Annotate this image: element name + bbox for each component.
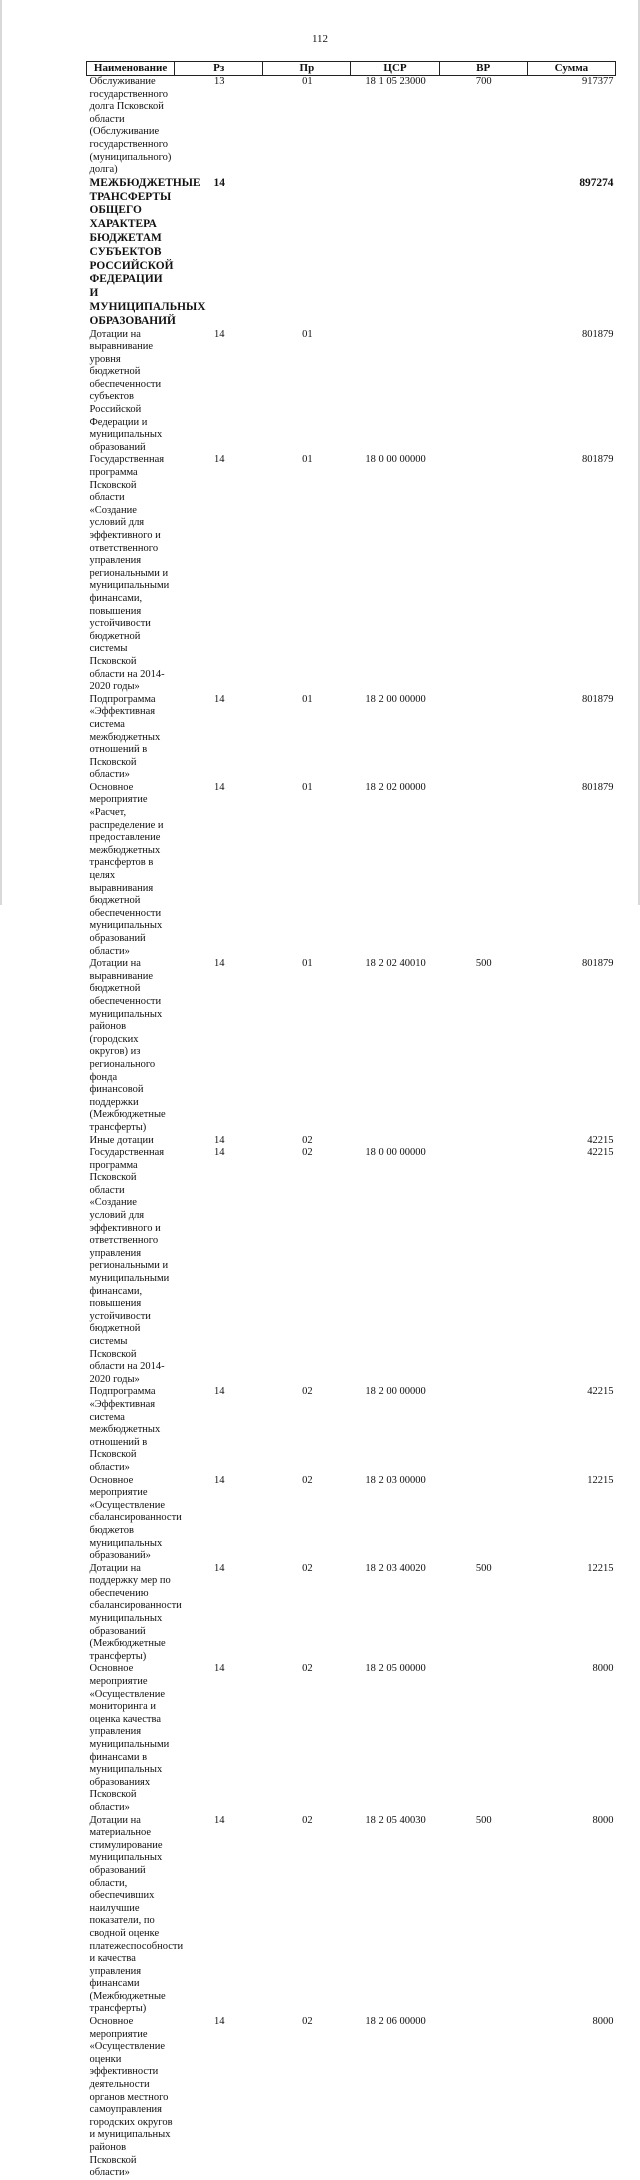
cell-csr: 18 2 03 40020 bbox=[365, 1562, 426, 1574]
cell-rz: 14 bbox=[213, 1386, 225, 1398]
cell-pr: 01 bbox=[302, 781, 313, 793]
header-csr: ЦСР bbox=[351, 62, 439, 76]
table-row bbox=[87, 782, 616, 958]
cell-csr bbox=[351, 329, 439, 455]
cell-sum: 917377 bbox=[582, 76, 614, 87]
cell-sum: 801879 bbox=[582, 328, 614, 340]
cell-vr: 700 bbox=[475, 76, 492, 87]
cell-vr bbox=[439, 694, 527, 782]
cell-csr: 18 2 05 40030 bbox=[365, 1814, 426, 1826]
table-row bbox=[87, 2016, 616, 2180]
header-pr: Пр bbox=[263, 62, 351, 76]
cell-csr: 18 2 00 00000 bbox=[365, 693, 426, 705]
table-row bbox=[87, 1147, 616, 1386]
table-row bbox=[87, 1135, 616, 1148]
cell-csr: 18 2 02 40010 bbox=[365, 958, 426, 970]
cell-pr: 01 bbox=[302, 76, 313, 87]
cell-name: Государственная программа Псковской области «Создание условий для эффективного и ответственного управления региональными и муниципальными финансами, повышения устойчивости бюджетной системы Псковской области на 2014-2020 годы» bbox=[89, 1147, 170, 1385]
cell-sum: 12215 bbox=[587, 1562, 614, 1574]
table-row bbox=[87, 177, 616, 329]
cell-rz: 14 bbox=[213, 693, 225, 705]
cell-name: Основное мероприятие «Осуществление сбалансированности бюджетов муниципальных образований» bbox=[89, 1474, 182, 1562]
cell-name: Дотации на выравнивание бюджетной обеспеченности муниципальных районов (городских округов) из регионального фонда финансовой поддержки (Межбюджетные трансферты) bbox=[89, 958, 166, 1133]
page-number: 112 bbox=[311, 33, 329, 45]
cell-name: Дотации на материальное стимулирование муниципальных образований области, обеспечивших наилучшие показатели, по сводной оценке платежеспособности и качества управления финансами (Межбюджетные трансферты) bbox=[89, 1814, 184, 2015]
table-row bbox=[87, 958, 616, 1134]
header-name: Наименование bbox=[87, 62, 175, 76]
table-row bbox=[87, 76, 616, 177]
cell-csr: 18 2 03 00000 bbox=[365, 1474, 426, 1486]
cell-sum: 801879 bbox=[582, 958, 614, 970]
cell-pr: 02 bbox=[302, 1147, 313, 1159]
cell-pr: 02 bbox=[302, 1562, 313, 1574]
cell-name: Основное мероприятие «Осуществление оценки эффективности деятельности органов местного самоуправления городских округов и муниципальных районов Псковской области» bbox=[89, 2016, 173, 2179]
cell-pr: 02 bbox=[302, 1663, 313, 1675]
cell-rz: 14 bbox=[213, 1562, 225, 1574]
cell-rz: 14 bbox=[213, 176, 225, 189]
cell-rz: 14 bbox=[213, 454, 225, 466]
cell-vr: 500 bbox=[475, 958, 492, 970]
header-sum: Сумма bbox=[527, 62, 615, 76]
cell-vr bbox=[439, 1386, 527, 1474]
table-row bbox=[87, 1663, 616, 1814]
cell-name: Подпрограмма «Эффективная система межбюджетных отношений в Псковской области» bbox=[89, 693, 161, 781]
cell-sum: 801879 bbox=[582, 781, 614, 793]
cell-csr: 18 2 02 00000 bbox=[365, 781, 426, 793]
cell-csr bbox=[351, 177, 439, 329]
cell-vr bbox=[439, 454, 527, 693]
cell-sum: 801879 bbox=[582, 693, 614, 705]
cell-vr bbox=[439, 177, 527, 329]
table-header bbox=[87, 62, 616, 76]
table-row bbox=[87, 1563, 616, 1664]
cell-rz: 14 bbox=[213, 1134, 225, 1146]
cell-vr: 500 bbox=[475, 1562, 492, 1574]
cell-pr: 01 bbox=[302, 693, 313, 705]
cell-vr bbox=[439, 782, 527, 958]
table-row bbox=[87, 454, 616, 693]
cell-name: Основное мероприятие «Расчет, распределение и предоставление межбюджетных трансфертов в целях выравнивания бюджетной обеспеченности муниципальных образований области» bbox=[89, 781, 164, 957]
cell-sum: 42215 bbox=[587, 1386, 614, 1398]
cell-name: Подпрограмма «Эффективная система межбюджетных отношений в Псковской области» bbox=[89, 1386, 161, 1473]
cell-sum: 12215 bbox=[587, 1474, 614, 1486]
cell-rz: 14 bbox=[213, 328, 225, 340]
header-vr: ВР bbox=[439, 62, 527, 76]
cell-csr: 18 2 00 00000 bbox=[365, 1386, 426, 1398]
cell-sum: 42215 bbox=[587, 1134, 614, 1146]
cell-name: Дотации на выравнивание уровня бюджетной обеспеченности субъектов Российской Федерации и муниципальных образований bbox=[89, 328, 163, 453]
cell-vr bbox=[439, 1147, 527, 1386]
cell-name: Иные дотации bbox=[89, 1134, 154, 1146]
cell-rz: 14 bbox=[213, 781, 225, 793]
cell-name: МЕЖБЮДЖЕТНЫЕ ТРАНСФЕРТЫ ОБЩЕГО ХАРАКТЕРА БЮДЖЕТАМ СУБЪЕКТОВ РОССИЙСКОЙ ФЕДЕРАЦИИ И МУНИЦИПАЛЬНЫХ ОБРАЗОВАНИЙ bbox=[89, 176, 206, 327]
cell-sum: 8000 bbox=[592, 1663, 614, 1675]
cell-csr: 18 0 00 00000 bbox=[365, 1147, 426, 1159]
cell-sum: 801879 bbox=[582, 454, 614, 466]
cell-sum: 8000 bbox=[592, 2016, 614, 2028]
cell-pr: 02 bbox=[302, 1386, 313, 1398]
cell-pr: 02 bbox=[302, 2016, 313, 2028]
cell-csr: 18 0 00 00000 bbox=[365, 454, 426, 466]
cell-csr: 18 2 05 00000 bbox=[365, 1663, 426, 1675]
cell-vr bbox=[439, 2016, 527, 2180]
scan-edge-left bbox=[0, 0, 2, 905]
cell-csr bbox=[351, 1135, 439, 1148]
cell-rz: 14 bbox=[213, 1474, 225, 1486]
budget-table bbox=[86, 61, 616, 2180]
cell-vr bbox=[439, 1663, 527, 1814]
cell-pr: 02 bbox=[302, 1814, 313, 1826]
cell-vr: 500 bbox=[475, 1814, 492, 1826]
cell-vr bbox=[439, 1475, 527, 1563]
header-rz: Рз bbox=[175, 62, 263, 76]
cell-rz: 14 bbox=[213, 1147, 225, 1159]
cell-pr: 01 bbox=[302, 454, 313, 466]
cell-vr bbox=[439, 1135, 527, 1148]
cell-rz: 14 bbox=[213, 2016, 225, 2028]
cell-csr: 18 2 06 00000 bbox=[365, 2016, 426, 2028]
cell-sum: 42215 bbox=[587, 1147, 614, 1159]
cell-rz: 14 bbox=[213, 1663, 225, 1675]
header-row bbox=[87, 62, 616, 76]
cell-pr bbox=[263, 177, 351, 329]
table-body bbox=[87, 76, 616, 2180]
cell-pr: 02 bbox=[302, 1134, 313, 1146]
cell-pr: 02 bbox=[302, 1474, 313, 1486]
cell-name: Основное мероприятие «Осуществление мониторинга и оценка качества управления муниципальными финансами в муниципальных образованиях Псковской области» bbox=[89, 1663, 170, 1813]
cell-pr: 01 bbox=[302, 958, 313, 970]
cell-name: Государственная программа Псковской области «Создание условий для эффективного и ответственного управления региональными и муниципальными финансами, повышения устойчивости бюджетной системы Псковской области на 2014-2020 годы» bbox=[89, 454, 170, 693]
cell-name: Обслуживание государственного долга Псковской области (Обслуживание государственного (муниципального) долга) bbox=[89, 76, 172, 176]
table-row bbox=[87, 329, 616, 455]
cell-rz: 13 bbox=[213, 76, 225, 87]
cell-rz: 14 bbox=[213, 1814, 225, 1826]
cell-sum: 897274 bbox=[579, 176, 614, 189]
table-row bbox=[87, 1386, 616, 1474]
cell-vr bbox=[439, 329, 527, 455]
cell-csr: 18 1 05 23000 bbox=[365, 76, 426, 87]
cell-pr: 01 bbox=[302, 328, 313, 340]
cell-name: Дотации на поддержку мер по обеспечению сбалансированности муниципальных образований (Межбюджетные трансферты) bbox=[89, 1562, 182, 1662]
table-row bbox=[87, 694, 616, 782]
table-row bbox=[87, 1475, 616, 1563]
table-row bbox=[87, 1815, 616, 2017]
cell-rz: 14 bbox=[213, 958, 225, 970]
cell-sum: 8000 bbox=[592, 1814, 614, 1826]
